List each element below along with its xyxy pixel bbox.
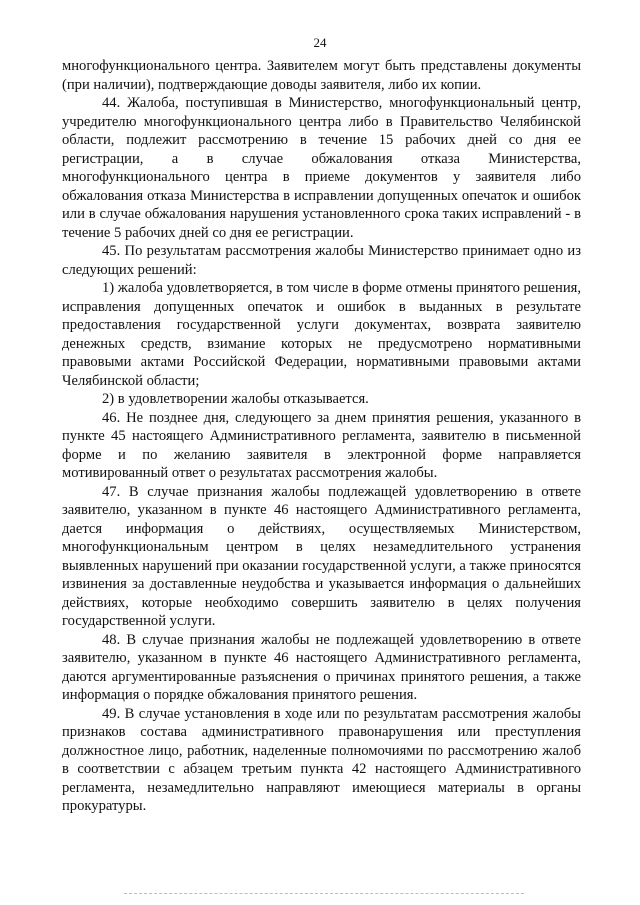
paragraph-49: 49. В случае установления в ходе или по результатам рассмотрения жалобы признаков состава административного правонарушения или преступления должностное лицо, работник, наделенные полномочиями по рассмотрению жалоб в соответствии с абзацем третьим пункта 42 настоящего Административного регламента, незамедлительно направляют имеющиеся материалы в органы прокуратуры. (62, 705, 581, 814)
document-body (62, 57, 581, 816)
paragraph-45: 45. По результатам рассмотрения жалобы Министерство принимает одно из следующих решений: (62, 243, 581, 278)
paragraph-45-item-2: 2) в удовлетворении жалобы отказывается. (102, 391, 369, 407)
paragraph-46: 46. Не позднее дня, следующего за днем принятия решения, указанного в пункте 45 настоящего Административного регламента, заявителю в письменной форме и по желанию заявителя в электронной форме направляется мотивированный ответ о результатах рассмотрения жалобы. (62, 409, 581, 481)
paragraph-44: 44. Жалоба, поступившая в Министерство, многофункциональный центр, учредителю многофункционального центра либо в Правительство Челябинской области, подлежит рассмотрению в течение 15 рабочих дней со дня ее регистрации, а в случае обжалования отказа Министерства, многофункционального центра в приеме документов у заявителя либо обжалования отказа Министерства в исправлении допущенных опечаток и ошибок или в случае обжалования нарушения установленного срока таких исправлений - в течение 5 рабочих дней со дня ее регистрации. (62, 95, 581, 241)
bottom-divider (124, 893, 524, 894)
paragraph-45-item-1: 1) жалоба удовлетворяется, в том числе в форме отмены принятого решения, исправления допущенных опечаток и ошибок в выданных в результате предоставления государственной услуги документах, возврата заявителю денежных средств, взимание которых не предусмотрено нормативными правовыми актами Российской Федерации, нормативными правовыми актами Челябинской области; (62, 280, 581, 389)
paragraph-48: 48. В случае признания жалобы не подлежащей удовлетворению в ответе заявителю, указанном в пункте 46 настоящего Административного регламента, даются аргументированные разъяснения о причинах принятого решения, а также информация о порядке обжалования принятого решения. (62, 631, 581, 703)
paragraph-47: 47. В случае признания жалобы подлежащей удовлетворению в ответе заявителю, указанном в пункте 46 настоящего Административного регламента, дается информация о действиях, осуществляемых Министерством, многофункциональным центром в целях незамедлительного устранения выявленных нарушений при оказании государственной услуги, а также приносятся извинения за доставленные неудобства и указывается информация о дальнейших действиях, которые необходимо совершить заявителю в целях получения государственной услуги. (62, 483, 581, 629)
paragraph-continuation: многофункционального центра. Заявителем могут быть представлены документы (при наличии), подтверждающие доводы заявителя, либо их копии. (62, 58, 581, 93)
page-number: 24 (313, 35, 327, 50)
